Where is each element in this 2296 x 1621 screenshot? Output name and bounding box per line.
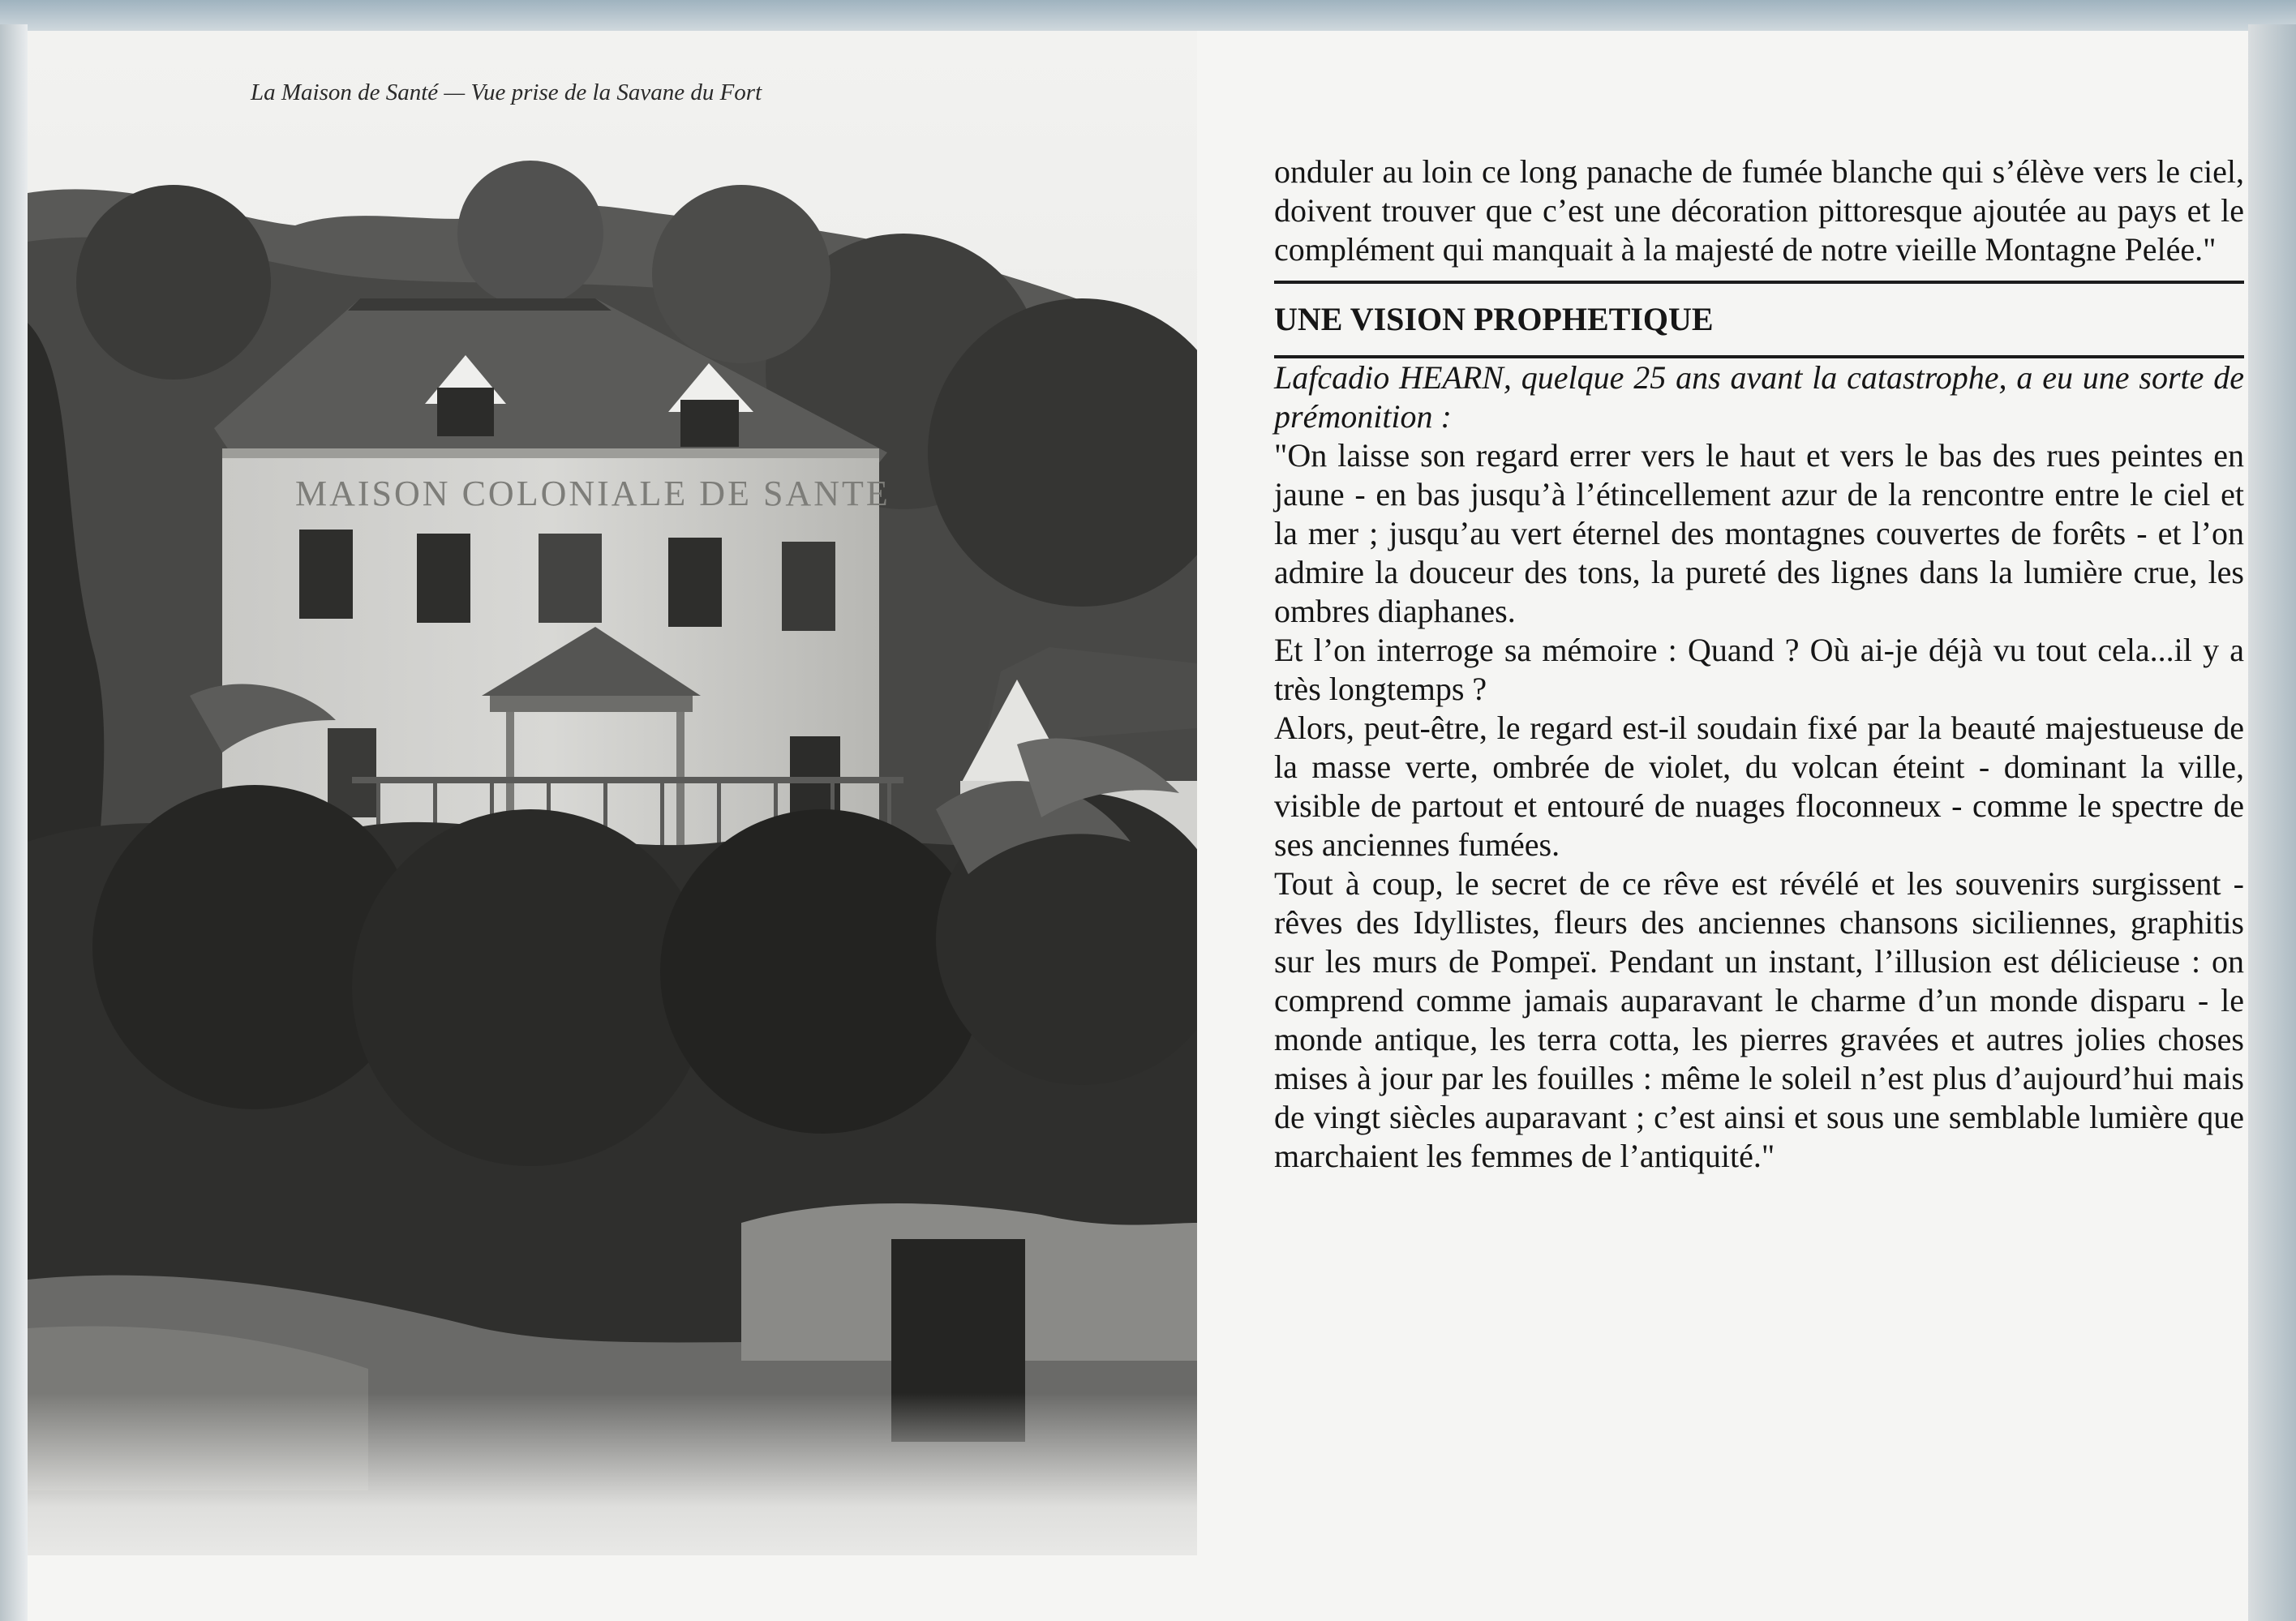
photo-caption: La Maison de Santé — Vue prise de la Savane du Fort (251, 79, 762, 105)
continued-paragraph: onduler au loin ce long panache de fumée blanche qui s’élève vers le ciel, doivent trouver que c’est une décoration pittoresque ajoutée au pays et le complément qui manquait à la majesté de notre vieille Montagne Pelée." (1274, 153, 2244, 268)
scan-left-edge (0, 24, 28, 1621)
top-rule (1274, 281, 2244, 284)
scan-right-edge (2248, 24, 2296, 1621)
quote-paragraph-4: Tout à coup, le secret de ce rêve est révélé et les souvenirs surgissent - rêves des Idyllistes, fleurs des anciennes chansons siciliennes, graphitis sur les murs de Pompeï. Pendant un instant, l’illusion est délicieuse : on comprend comme jamais auparavant le charme d’un monde disparu - le monde antique, les terra cotta, les pierres gravées et autres jolies choses mises à jour par les fouilles : même le soleil n’est plus d’aujourd’hui mais de vingt siècles auparavant ; c’est ainsi et sous une semblable lumière que marchaient les femmes de l’antiquité." (1274, 865, 2244, 1174)
historic-photograph (28, 31, 1197, 1621)
section-heading: UNE VISION PROPHETIQUE (1274, 301, 1714, 337)
magazine-page (28, 31, 2248, 1621)
quote-paragraph-3: Alors, peut-être, le regard est-il soudain fixé par la beauté majestueuse de la masse verte, ombrée de violet, du volcan éteint - dominant la ville, visible de partout et entouré de nuages floconneux - comme le spectre de ses anciennes fumées. (1274, 710, 2244, 863)
intro-paragraph: Lafcadio HEARN, quelque 25 ans avant la catastrophe, a eu une sorte de prémonition : (1274, 359, 2244, 435)
photo-illustration (28, 31, 1197, 1621)
building-sign-text: MAISON COLONIALE DE SANTE (295, 474, 891, 513)
quote-paragraph-2: Et l’on interroge sa mémoire : Quand ? Où ai-je déjà vu tout cela...il y a très longtemps ? (1274, 632, 2244, 707)
quote-paragraph-1: "On laisse son regard errer vers le haut et vers le bas des rues peintes en jaune - en bas jusqu’à l’étincellement azur de la rencontre entre le ciel et la mer ; jusqu’au vert éternel des montagnes couvertes de forêts - et l’on admire la douceur des tons, la pureté des lignes dans la lumière crue, les ombres diaphanes. (1274, 437, 2244, 629)
article-column (1274, 152, 2244, 1176)
